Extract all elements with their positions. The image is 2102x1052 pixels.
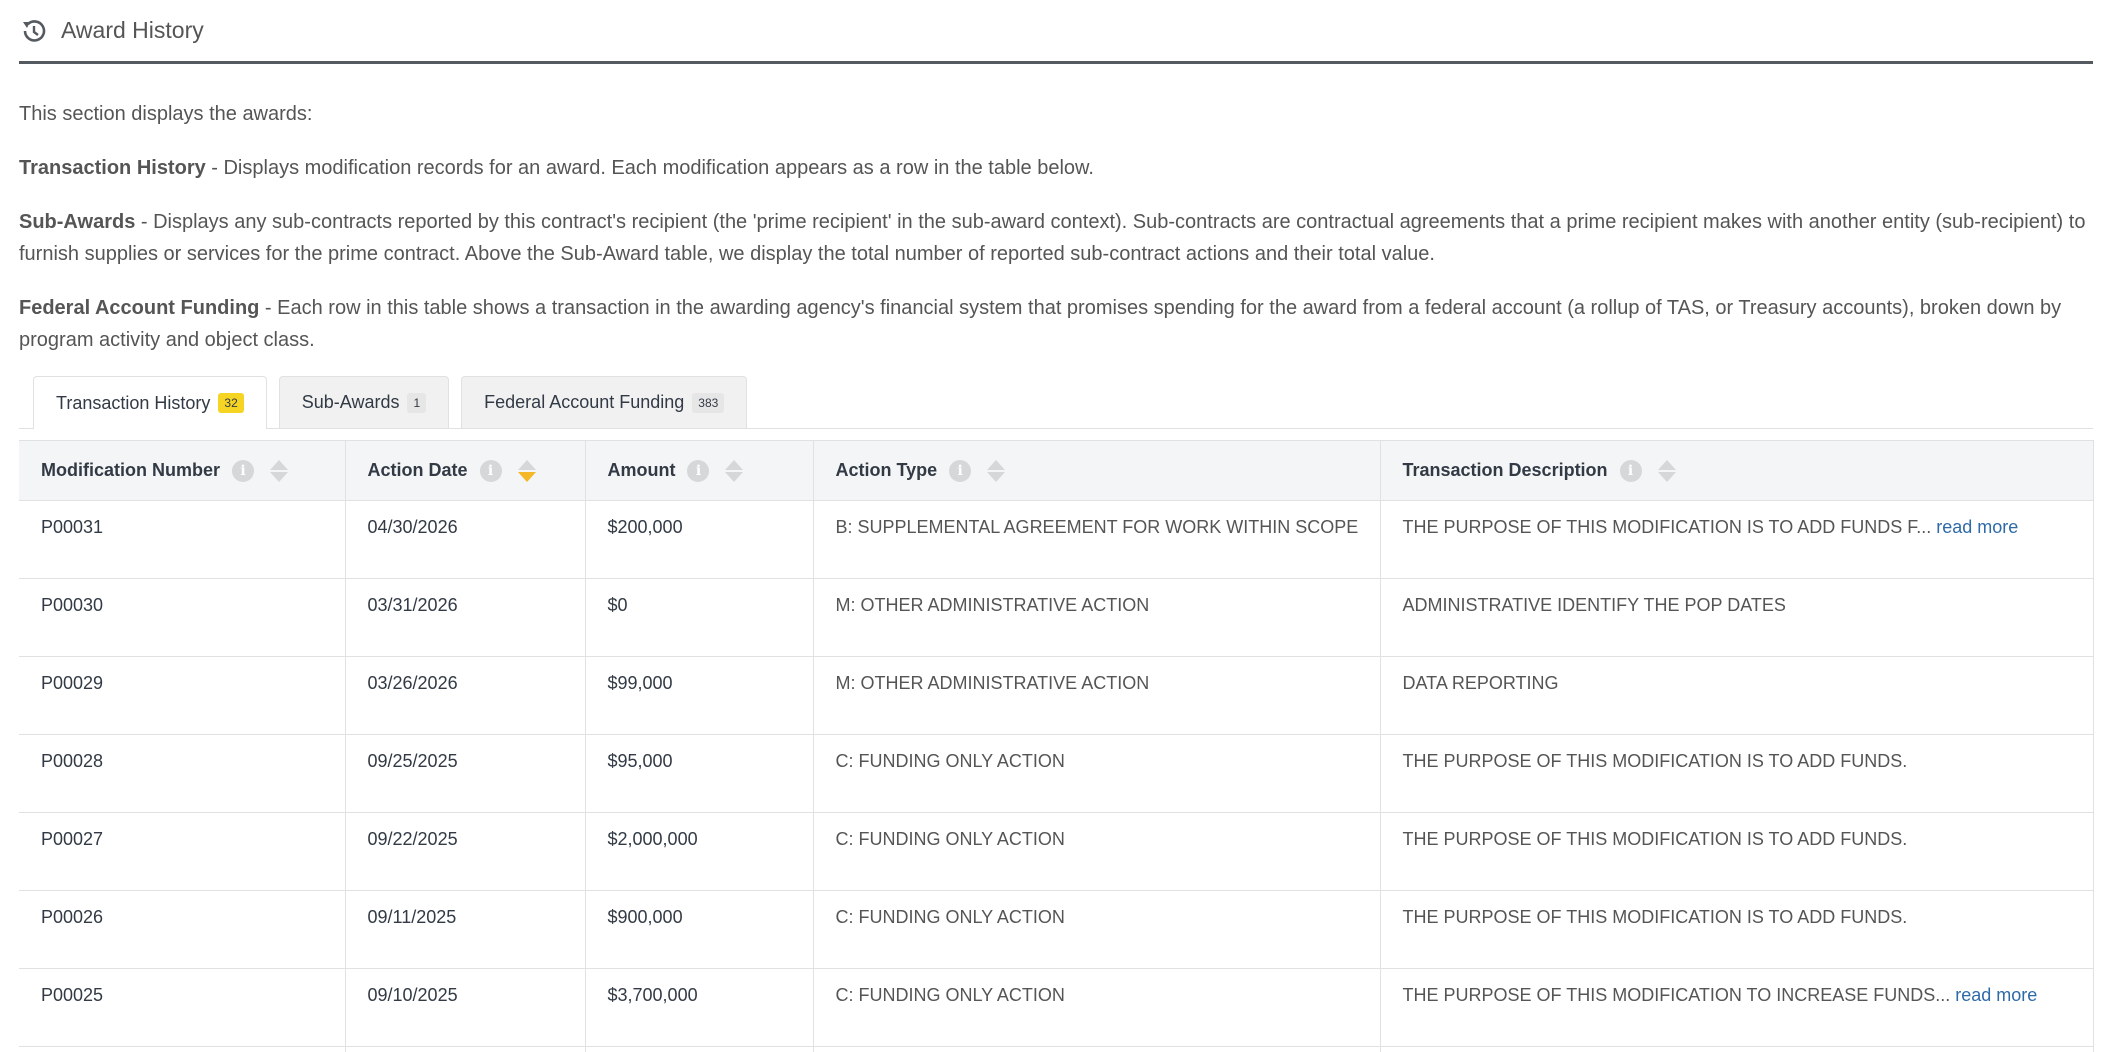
table-row (19, 735, 2093, 813)
sort-ascending-icon[interactable] (518, 460, 536, 470)
column-header-modification-number (19, 441, 345, 501)
cell-action-type: C: FUNDING ONLY ACTION (813, 813, 1380, 891)
tab-sub-awards[interactable] (279, 376, 449, 428)
section-header (19, 0, 2093, 64)
table-row (19, 969, 2093, 1047)
cell-transaction-description: THE PURPOSE OF THIS MODIFICATION IS TO ADD FUNDS. (1380, 813, 2093, 891)
cell-action-type: M: OTHER ADMINISTRATIVE ACTION (813, 579, 1380, 657)
cell-transaction-description: THE PURPOSE OF THIS MODIFICATION IS TO ADD FUNDS. (1380, 735, 2093, 813)
cell-transaction-description: THE PURPOSE OF THIS MODIFICATION IS TO ADD FUNDS. (1380, 891, 2093, 969)
sort-descending-icon[interactable] (518, 472, 536, 482)
column-header-action-type (813, 441, 1380, 501)
info-icon[interactable]: i (687, 460, 709, 482)
read-more-link[interactable]: read more (1936, 517, 2019, 537)
sort-control (270, 460, 288, 482)
cell-modification-number: P00029 (19, 657, 345, 735)
info-icon[interactable]: i (1620, 460, 1642, 482)
transaction-history-table (19, 440, 2094, 1052)
cell-modification-number: P00025 (19, 969, 345, 1047)
cell-amount: $95,000 (585, 735, 813, 813)
info-icon[interactable]: i (480, 460, 502, 482)
column-header-transaction-description (1380, 441, 2093, 501)
cell-transaction-description (1380, 501, 2093, 579)
cell-amount: $3,700,000 (585, 969, 813, 1047)
cell-modification-number: P00030 (19, 579, 345, 657)
tab-label: Federal Account Funding (484, 392, 685, 412)
cell-modification-number: P00026 (19, 891, 345, 969)
cell-transaction-description: ADMINISTRATIVE IDENTIFY THE POP DATES (1380, 579, 2093, 657)
info-icon[interactable]: i (232, 460, 254, 482)
info-icon[interactable]: i (949, 460, 971, 482)
table-row (19, 1047, 2093, 1052)
table-row (19, 813, 2093, 891)
section-description (19, 98, 2093, 356)
intro-term: Transaction History (19, 157, 206, 179)
intro-term: Federal Account Funding (19, 297, 260, 319)
cell-action-date: 04/30/2026 (345, 501, 585, 579)
cell-action-date (345, 1047, 585, 1052)
cell-action-date: 03/26/2026 (345, 657, 585, 735)
cell-modification-number (19, 1047, 345, 1052)
cell-modification-number: P00031 (19, 501, 345, 579)
cell-action-date: 09/10/2025 (345, 969, 585, 1047)
cell-transaction-description (1380, 969, 2093, 1047)
cell-amount: $200,000 (585, 501, 813, 579)
description-text: THE PURPOSE OF THIS MODIFICATION IS TO ADD FUNDS F... (1402, 517, 1932, 537)
cell-modification-number: P00028 (19, 735, 345, 813)
sort-control (518, 460, 536, 482)
cell-action-type: B: SUPPLEMENTAL AGREEMENT FOR WORK WITHIN SCOPE (813, 501, 1380, 579)
column-header-action-date (345, 441, 585, 501)
description-text: THE PURPOSE OF THIS MODIFICATION TO INCREASE FUNDS... (1402, 985, 1951, 1005)
cell-amount (585, 1047, 813, 1052)
column-label: Action Type (835, 460, 938, 480)
column-header-amount (585, 441, 813, 501)
sort-descending-icon[interactable] (1658, 472, 1676, 482)
cell-transaction-description (1380, 1047, 2093, 1052)
intro-term: Sub-Awards (19, 211, 136, 233)
award-history-tabs (19, 376, 2093, 429)
tab-federal-account-funding[interactable] (461, 376, 747, 428)
sort-descending-icon[interactable] (987, 472, 1005, 482)
column-label: Modification Number (41, 460, 220, 480)
intro-text: - Displays modification records for an award. Each modification appears as a row in the table below. (205, 157, 1094, 179)
sort-ascending-icon[interactable] (1658, 460, 1676, 470)
column-label: Transaction Description (1402, 460, 1608, 480)
section-title: Award History (61, 17, 204, 43)
cell-action-date: 09/25/2025 (345, 735, 585, 813)
intro-text: - Displays any sub-contracts reported by this contract's recipient (the 'prime recipient' in the sub-award context). Sub-contracts are contractual agreements that a prime recipient makes with another entity (sub-recipient) to furnish supplies or services for the prime contract. Above the Sub-Award table, we display the total number of reported sub-contract actions and their total value. (19, 211, 2086, 265)
cell-amount: $0 (585, 579, 813, 657)
cell-action-type: C: FUNDING ONLY ACTION (813, 891, 1380, 969)
intro-lead: This section displays the awards: (19, 103, 313, 125)
column-label: Action Date (367, 460, 468, 480)
table-header-row (19, 441, 2093, 501)
sort-control (1658, 460, 1676, 482)
award-history-section (19, 0, 2093, 1052)
cell-modification-number: P00027 (19, 813, 345, 891)
cell-action-date: 09/11/2025 (345, 891, 585, 969)
history-icon (19, 16, 49, 46)
sort-ascending-icon[interactable] (987, 460, 1005, 470)
intro-item-federal-account-funding (19, 292, 2093, 356)
tab-transaction-history[interactable] (33, 376, 267, 429)
sort-descending-icon[interactable] (270, 472, 288, 482)
cell-transaction-description: DATA REPORTING (1380, 657, 2093, 735)
cell-action-type: C: FUNDING ONLY ACTION (813, 735, 1380, 813)
sort-control (725, 460, 743, 482)
sort-descending-icon[interactable] (725, 472, 743, 482)
table-row (19, 579, 2093, 657)
table-row (19, 501, 2093, 579)
sort-ascending-icon[interactable] (725, 460, 743, 470)
tab-label: Sub-Awards (301, 392, 400, 412)
count-badge: 383 (692, 393, 724, 413)
cell-amount: $900,000 (585, 891, 813, 969)
intro-item-sub-awards (19, 206, 2093, 270)
count-badge: 32 (218, 393, 243, 413)
tab-label: Transaction History (56, 392, 211, 413)
intro-item-transaction-history (19, 152, 2093, 184)
cell-action-type: C: FUNDING ONLY ACTION (813, 969, 1380, 1047)
cell-action-type (813, 1047, 1380, 1052)
read-more-link[interactable]: read more (1955, 985, 2038, 1005)
table-row (19, 891, 2093, 969)
cell-action-date: 09/22/2025 (345, 813, 585, 891)
table-row (19, 657, 2093, 735)
sort-control (987, 460, 1005, 482)
cell-action-type: M: OTHER ADMINISTRATIVE ACTION (813, 657, 1380, 735)
cell-action-date: 03/31/2026 (345, 579, 585, 657)
count-badge: 1 (407, 393, 426, 413)
cell-amount: $2,000,000 (585, 813, 813, 891)
sort-ascending-icon[interactable] (270, 460, 288, 470)
cell-amount: $99,000 (585, 657, 813, 735)
column-label: Amount (607, 460, 676, 480)
intro-text: - Each row in this table shows a transaction in the awarding agency's financial system that promises spending for the award from a federal account (a rollup of TAS, or Treasury accounts), broken down by program activity and object class. (19, 297, 2062, 351)
